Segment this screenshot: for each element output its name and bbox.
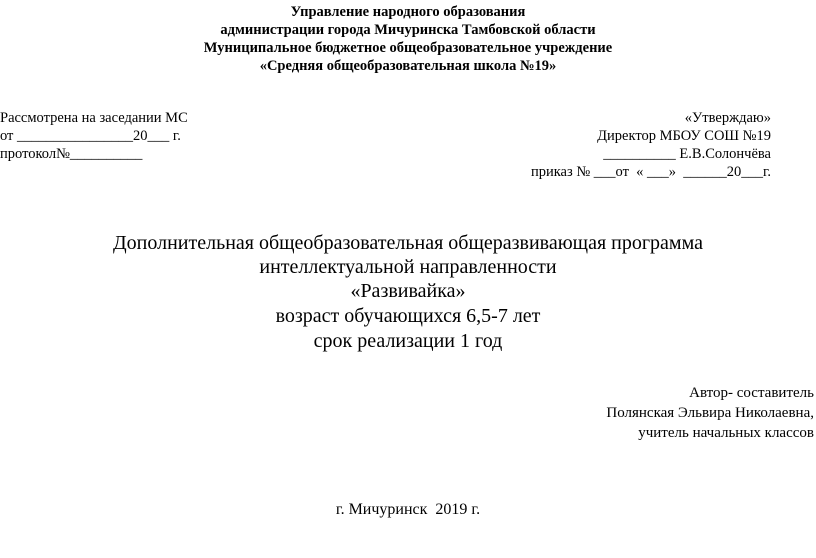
program-line-1: Дополнительная общеобразовательная общеразвивающая программа [113, 232, 703, 254]
program-line-4: возраст обучающихся 6,5-7 лет [275, 305, 541, 327]
program-line-5: срок реализации 1 год [313, 330, 503, 352]
review-line-1: Рассмотрена на заседании МС [0, 110, 188, 126]
author-line-3: учитель начальных классов [638, 425, 814, 441]
approve-line-4: приказ № ___от « ___» ______20___г. [530, 164, 771, 180]
org-line-1: Управление народного образования [290, 4, 526, 20]
review-line-2: от ________________20___ г. [0, 128, 181, 144]
approve-line-1: «Утверждаю» [684, 110, 771, 126]
footer-place-year: г. Мичуринск 2019 г. [335, 501, 481, 518]
review-line-3: протокол№__________ [0, 146, 143, 162]
approve-line-3: __________ Е.В.Солончёва [603, 146, 771, 162]
program-line-3: «Развивайка» [350, 280, 466, 302]
program-line-2: интеллектуальной направленности [259, 256, 557, 278]
org-line-4: «Средняя общеобразовательная школа №19» [259, 58, 557, 74]
author-line-2: Полянская Эльвира Николаевна, [606, 405, 814, 421]
org-line-3: Муниципальное бюджетное общеобразовательное учреждение [203, 40, 613, 56]
approve-line-2: Директор МБОУ СОШ №19 [597, 128, 771, 144]
org-line-2: администрации города Мичуринска Тамбовской области [220, 22, 596, 38]
author-line-1: Автор- составитель [689, 385, 814, 401]
